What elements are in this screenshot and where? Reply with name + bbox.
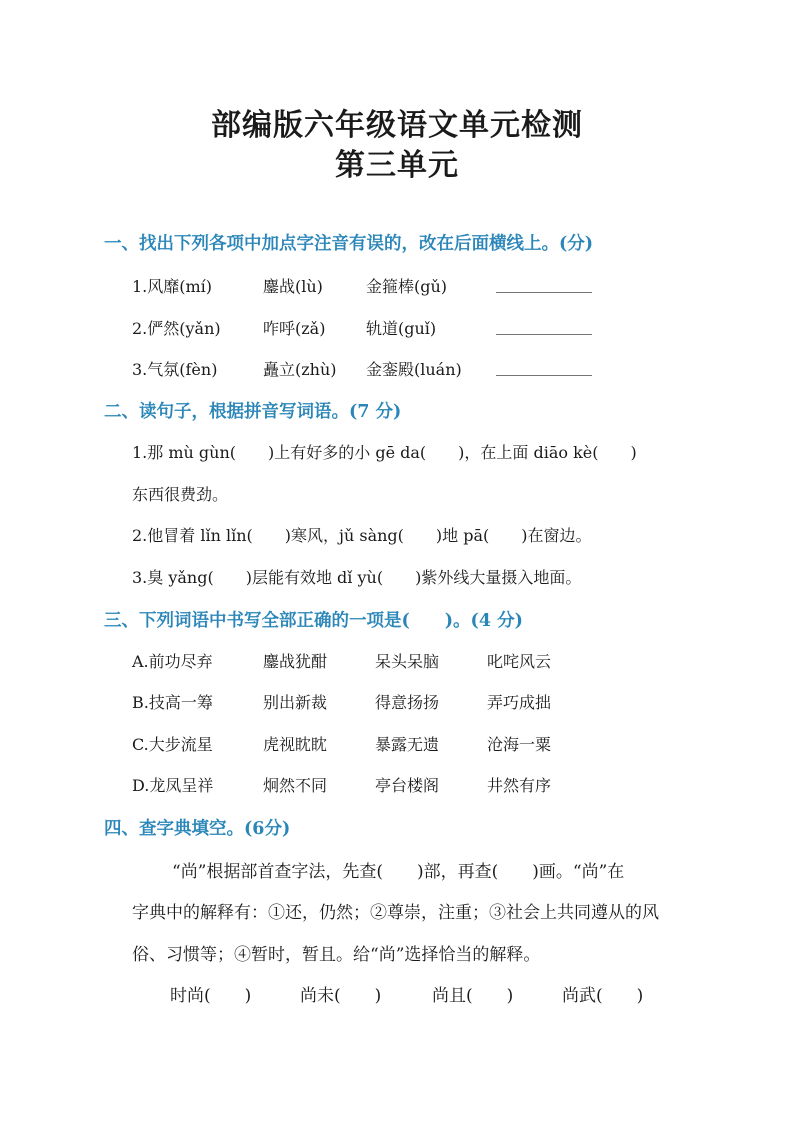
q3-word: A.前功尽弃 — [132, 652, 213, 671]
q3-word: D.龙凤呈祥 — [132, 776, 214, 795]
q3-word: B.技高一筹 — [132, 693, 213, 712]
q3-word: 炯然不同 — [263, 776, 328, 795]
q2-line-3: 2.他冒着 lǐn lǐn( )寒风，jǔ sàng( )地 pā( )在窗边。 — [132, 526, 592, 545]
q2-line-4: 3.臭 yǎng( )层能有效地 dǐ yù( )紫外线大量摄入地面。 — [132, 568, 582, 587]
q3-word: 鏖战犹酣 — [263, 652, 328, 671]
page-subtitle: 第三单元 — [335, 148, 459, 183]
q1-item: 矗立(zhù) — [263, 360, 337, 379]
q1-item: 金銮殿(luán) — [366, 360, 462, 379]
q1-item: 3.气氛(fèn) — [132, 360, 218, 379]
q3-word: 别出新裁 — [263, 693, 328, 712]
q3-heading: 三、下列词语中书写全部正确的一项是( )。(4 分) — [104, 611, 523, 631]
q3-word: 叱咤风云 — [487, 652, 552, 671]
q1-item: 鏖战(lù) — [263, 277, 323, 296]
q1-answer-blank[interactable]: ____________ — [496, 357, 592, 376]
q4-item: 尚且( ) — [432, 986, 514, 1006]
q1-heading: 一、找出下列各项中加点字注音有误的，改在后面横线上。(分) — [104, 234, 594, 254]
q1-item: 轨道(guǐ) — [366, 319, 437, 338]
q4-heading: 四、查字典填空。(6分) — [104, 819, 291, 839]
q4-paragraph-line-1: “尚”根据部首查字法，先查( )部，再查( )画。“尚”在 — [172, 862, 625, 882]
q3-word: 沧海一粟 — [487, 735, 552, 754]
q3-word: 暴露无遗 — [375, 735, 440, 754]
q1-item: 咋呼(zǎ) — [263, 319, 326, 338]
page-title: 部编版六年级语文单元检测 — [211, 108, 583, 143]
q3-word: C.大步流星 — [132, 735, 213, 754]
q3-word: 呆头呆脑 — [375, 652, 440, 671]
q2-heading: 二、读句子，根据拼音写词语。(7 分) — [104, 402, 402, 422]
q3-word: 弄巧成拙 — [487, 693, 552, 712]
q3-word: 亭台楼阁 — [375, 776, 440, 795]
q4-item: 尚武( ) — [562, 986, 644, 1006]
q1-item: 1.风靡(mí) — [132, 277, 213, 296]
q2-line-2: 东西很费劲。 — [132, 485, 229, 504]
q2-line-1: 1.那 mù gùn( )上有好多的小 gē da( )，在上面 diāo kè( ) — [132, 443, 637, 462]
q1-item: 金箍棒(gǔ) — [366, 277, 448, 296]
q3-word: 虎视眈眈 — [263, 735, 328, 754]
q4-item: 尚未( ) — [300, 986, 382, 1006]
q4-paragraph-line-2: 字典中的解释有：①还，仍然；②尊崇，注重；③社会上共同遵从的风 — [132, 903, 659, 923]
q1-answer-blank[interactable]: ____________ — [496, 316, 592, 335]
q1-answer-blank[interactable]: ____________ — [496, 274, 592, 293]
q1-item: 2.俨然(yǎn) — [132, 319, 221, 338]
q3-word: 得意扬扬 — [375, 693, 440, 712]
q4-paragraph-line-3: 俗、习惯等；④暂时，暂且。给“尚”选择恰当的解释。 — [132, 945, 541, 965]
q3-word: 井然有序 — [487, 776, 552, 795]
q4-item: 时尚( ) — [170, 986, 252, 1006]
